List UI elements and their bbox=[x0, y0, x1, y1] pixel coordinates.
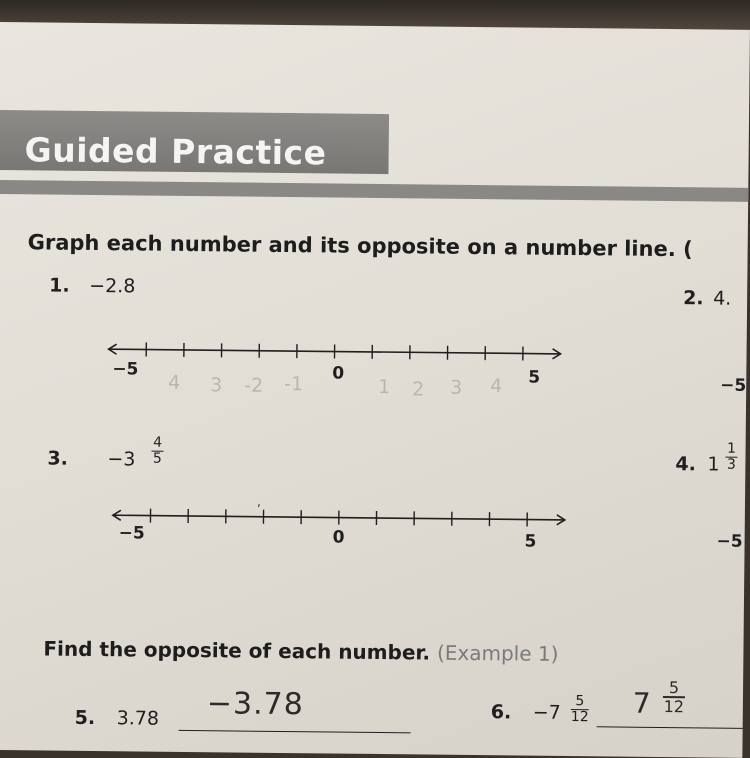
problem-4-numerator: 1 bbox=[725, 442, 737, 457]
section-2-heading-text: Find the opposite of each number. bbox=[43, 636, 430, 664]
problem-3-whole: −3 bbox=[107, 448, 135, 470]
pencil-mark-2: 2 bbox=[412, 378, 424, 400]
problem-5-value: 3.78 bbox=[117, 707, 160, 729]
problem-3-fraction bbox=[151, 436, 163, 467]
problem-5-answer-blank[interactable] bbox=[179, 730, 411, 733]
number-line-1-label-5: 5 bbox=[528, 368, 540, 388]
problem-5-number: 5. bbox=[75, 707, 96, 729]
example-reference: (Example 1) bbox=[437, 641, 559, 666]
problem-6-answer-whole: 7 bbox=[633, 687, 651, 720]
problem-3-number: 3. bbox=[47, 448, 68, 470]
problem-6-answer-fraction bbox=[663, 679, 685, 715]
number-line-1-label-neg5: −5 bbox=[112, 359, 138, 379]
section-2-heading bbox=[43, 636, 558, 665]
problem-4-whole: 1 bbox=[707, 453, 719, 475]
problem-6-number: 6. bbox=[491, 701, 512, 723]
problem-6-denominator: 12 bbox=[571, 709, 589, 725]
problem-2-number: 2. bbox=[683, 287, 704, 309]
problem-3-denominator: 5 bbox=[151, 451, 163, 467]
section-title: Guided Practice bbox=[24, 130, 326, 172]
banner-stripe bbox=[0, 180, 748, 202]
problem-1-value: −2.8 bbox=[89, 275, 135, 297]
problem-2-value: 4. bbox=[713, 287, 731, 309]
pencil-mark-3: 3 bbox=[210, 374, 222, 396]
pencil-tick-mark: , bbox=[257, 495, 261, 509]
number-line-4-label-neg5: −5 bbox=[716, 532, 742, 552]
problem-5-answer: −3.78 bbox=[207, 686, 304, 722]
number-line-3-label-0: 0 bbox=[333, 528, 345, 548]
problem-6-fraction bbox=[571, 694, 589, 725]
instruction-text: Graph each number and its opposite on a number line. ( bbox=[28, 230, 693, 261]
problem-1-number: 1. bbox=[49, 275, 70, 297]
problem-6-whole: −7 bbox=[533, 702, 561, 724]
problem-6-numerator: 5 bbox=[571, 694, 589, 709]
problem-6-answer-blank[interactable] bbox=[597, 726, 743, 729]
worksheet-page bbox=[0, 22, 750, 758]
problem-6-answer-denominator: 12 bbox=[663, 696, 685, 715]
problem-4-fraction bbox=[725, 442, 737, 473]
pencil-mark-neg2: -2 bbox=[244, 375, 263, 397]
pencil-mark-1: 1 bbox=[378, 376, 390, 398]
pencil-mark-neg1: -1 bbox=[284, 373, 303, 395]
pencil-mark-4b: 4 bbox=[490, 375, 502, 397]
problem-6-answer-numerator: 5 bbox=[663, 679, 685, 696]
number-line-1-label-0: 0 bbox=[332, 364, 344, 384]
problem-4-denominator: 3 bbox=[725, 457, 737, 473]
problem-4-number: 4. bbox=[675, 453, 696, 475]
pencil-mark-4: 4 bbox=[168, 372, 180, 394]
number-line-2-label-neg5: −5 bbox=[720, 376, 746, 396]
number-line-3-label-5: 5 bbox=[524, 532, 536, 552]
problem-3-numerator: 4 bbox=[152, 436, 164, 451]
pencil-mark-3b: 3 bbox=[450, 377, 462, 399]
number-line-3-label-neg5: −5 bbox=[119, 523, 145, 543]
